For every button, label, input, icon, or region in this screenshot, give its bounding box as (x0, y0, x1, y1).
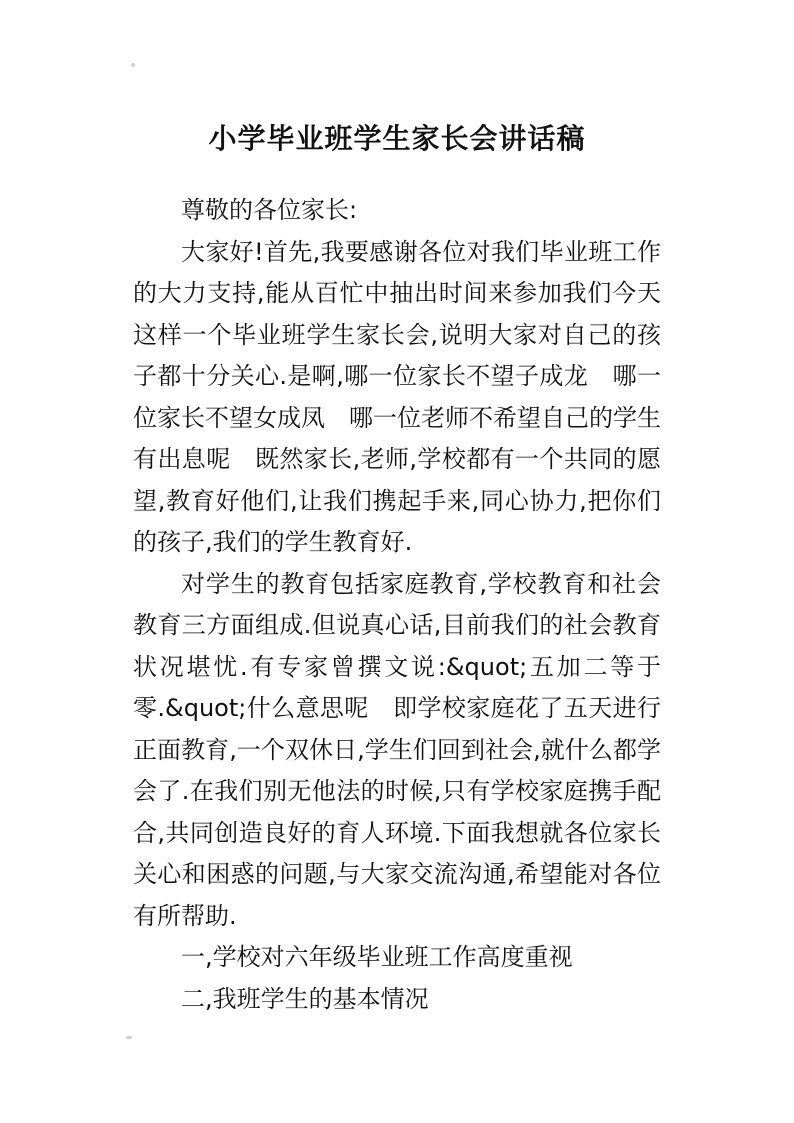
document-title: 小学毕业班学生家长会讲话稿 (208, 121, 586, 155)
document-body (133, 190, 661, 1020)
section-heading: 一,学校对六年级毕业班工作高度重视 (181, 943, 573, 971)
section-heading: 二,我班学生的基本情况 (181, 984, 429, 1013)
paragraph: 大家好!首先,我要感谢各位对我们毕业班工作的大力支持,能从百忙中抽出时间来参加我们今天这样一个毕业班学生家长会,说明大家对自己的孩子都十分关心.是啊,哪一位家长不望子成龙 哪一位家长不望女成凤 哪一位老师不希望自己的学生有出息呢 既然家长,老师,学校都有一个共同的愿望,教育好他们,让我们携起手来,同心协力,把你们的孩子,我们的学生教育好. (133, 237, 661, 556)
paragraph: 对学生的教育包括家庭教育,学校教育和社会教育三方面组成.但说真心话,目前我们的社会教育状况堪忧.有专家曾撰文说:&quot;五加二等于零.&quot;什么意思呢 即学校家庭花了五天进行正面教育,一个双休日,学生们回到社会,就什么都学会了.在我们别无他法的时候,只有学校家庭携手配合,共同创造良好的育人环境.下面我想就各位家长关心和困惑的问题,与大家交流沟通,希望能对各位有所帮助. (133, 569, 661, 930)
salutation: 尊敬的各位家长: (181, 196, 358, 224)
scan-mark (126, 1036, 132, 1039)
scan-mark (131, 63, 135, 67)
